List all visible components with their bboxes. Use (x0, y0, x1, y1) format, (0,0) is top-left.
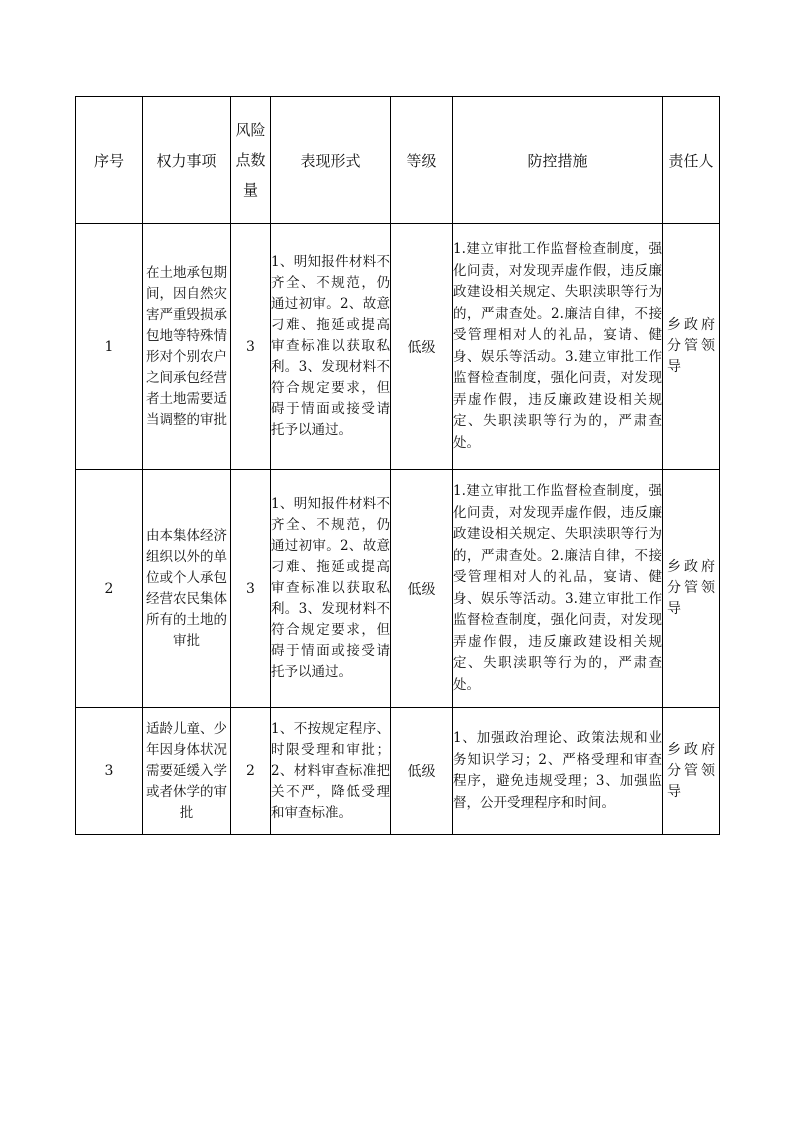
table-row (76, 708, 720, 835)
header-risk-count-line-2: 点数 (235, 151, 266, 169)
header-risk-count-line-3: 量 (242, 181, 258, 199)
header-measures: 防控措施 (453, 97, 663, 224)
cell-seq: 2 (76, 470, 143, 708)
header-risk-count-line-1: 风险 (235, 121, 266, 139)
cell-power-item: 适龄儿童、少年因身体状况需要延缓入学或者休学的审批 (143, 708, 231, 835)
owner-text: 乡政府分管领导 (667, 741, 715, 800)
header-seq: 序号 (76, 97, 143, 224)
cell-seq: 1 (76, 224, 143, 470)
owner-text: 乡政府分管领导 (667, 559, 715, 617)
header-owner: 责任人 (663, 97, 720, 224)
cell-power-item: 在土地承包期间，因自然灾害严重毁损承包地等特殊情形对个别农户之间承包经营者土地需要适当调整的审批 (143, 224, 231, 470)
cell-seq: 3 (76, 708, 143, 835)
cell-measures: 1、加强政治理论、政策法规和业务知识学习；2、严格受理和审查程序，避免违规受理；3、加强监督，公开受理程序和时间。 (453, 708, 663, 835)
cell-owner (663, 708, 720, 835)
header-form: 表现形式 (271, 97, 391, 224)
cell-measures: 1.建立审批工作监督检查制度，强化问责，对发现弄虚作假，违反廉政建设相关规定、失职渎职等行为的，严肃查处。2.廉洁自律，不接受管理相对人的礼品，宴请、健身、娱乐等活动。3.建立审批工作监督检查制度，强化问责，对发现弄虚作假，违反廉政建设相关规定、失职渎职等行为的，严肃查处。 (453, 470, 663, 708)
cell-level: 低级 (391, 470, 453, 708)
cell-power-item: 由本集体经济组织以外的单位或个人承包经营农民集体所有的土地的审批 (143, 470, 231, 708)
cell-measures: 1.建立审批工作监督检查制度，强化问责，对发现弄虚作假，违反廉政建设相关规定、失职渎职等行为的，严肃查处。2.廉洁自律，不接受管理相对人的礼品，宴请、健身、娱乐等活动。3.建立审批工作监督检查制度，强化问责，对发现弄虚作假，违反廉政建设相关规定、失职渎职等行为的，严肃查处。 (453, 224, 663, 470)
cell-level: 低级 (391, 708, 453, 835)
cell-risk-count: 3 (231, 470, 271, 708)
risk-control-table (75, 96, 720, 835)
owner-text: 乡政府分管领导 (667, 317, 715, 375)
cell-risk-count: 3 (231, 224, 271, 470)
header-level: 等级 (391, 97, 453, 224)
cell-owner (663, 224, 720, 470)
table-row (76, 224, 720, 470)
cell-level: 低级 (391, 224, 453, 470)
table-row (76, 470, 720, 708)
header-risk-count (231, 97, 271, 224)
cell-form: 1、明知报件材料不齐全、不规范，仍通过初审。2、故意刁难、拖延或提高审查标准以获取私利。3、发现材料不符合规定要求，但碍于情面或接受请托予以通过。 (271, 224, 391, 470)
table-header-row (76, 97, 720, 224)
cell-owner (663, 470, 720, 708)
cell-form: 1、明知报件材料不齐全、不规范，仍通过初审。2、故意刁难、拖延或提高审查标准以获取私利。3、发现材料不符合规定要求，但碍于情面或接受请托予以通过。 (271, 470, 391, 708)
header-power-item: 权力事项 (143, 97, 231, 224)
cell-risk-count: 2 (231, 708, 271, 835)
cell-form: 1、不按规定程序、时限受理和审批；2、材料审查标准把关不严，降低受理和审查标准。 (271, 708, 391, 835)
